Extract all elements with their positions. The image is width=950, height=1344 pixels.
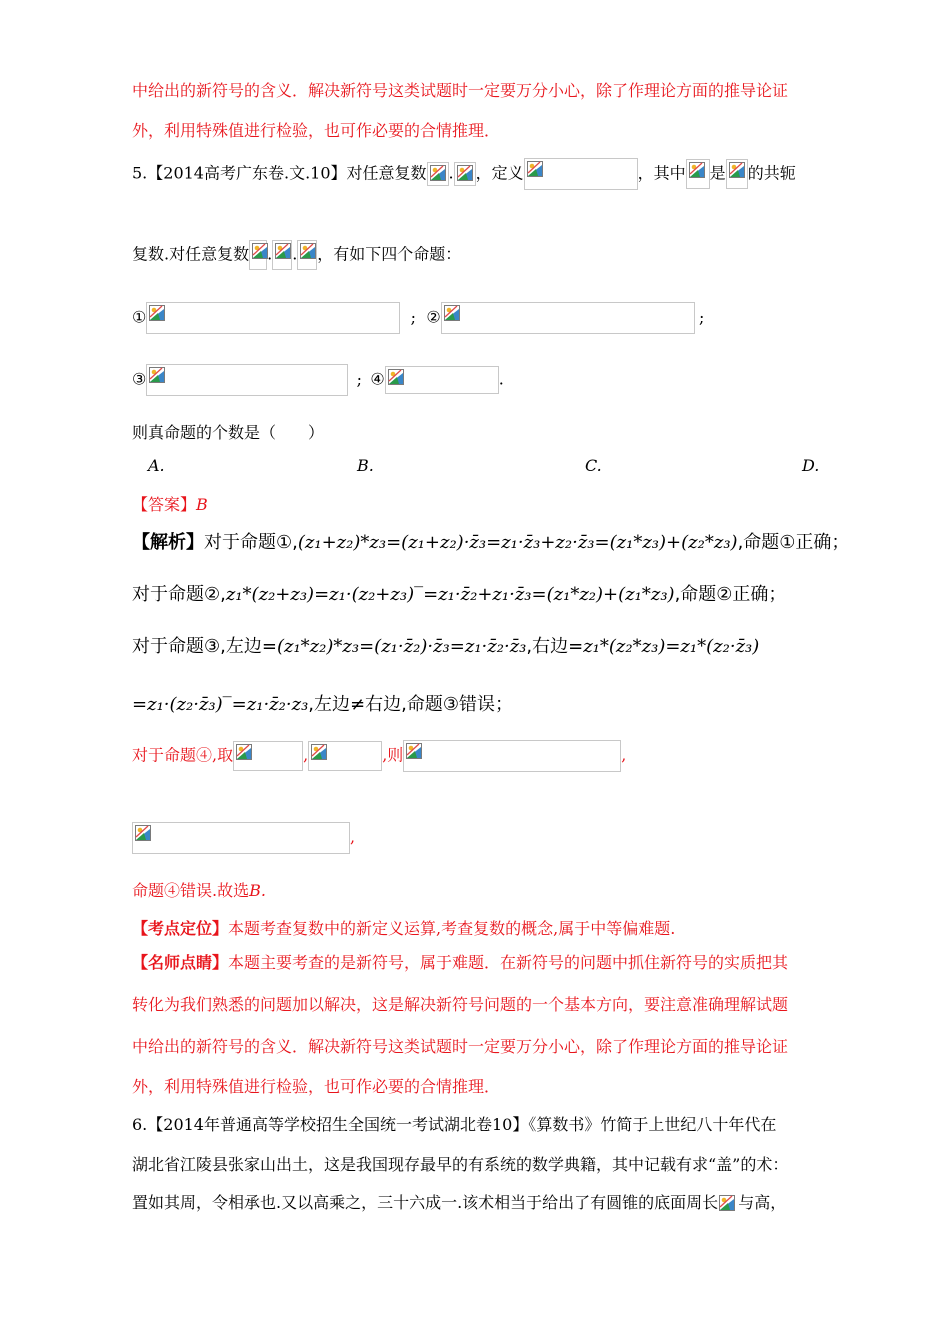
analysis-conclusion xyxy=(132,878,266,901)
analysis-line-2 xyxy=(132,580,786,606)
prop-3-formula-image xyxy=(146,364,348,396)
mingshi-line-1 xyxy=(132,950,788,973)
formula-image xyxy=(403,740,621,772)
q6-text: 与高， xyxy=(738,1193,787,1212)
formula-image xyxy=(686,159,710,189)
formula-image xyxy=(249,240,267,270)
broken-image-icon xyxy=(311,744,327,760)
analysis-text: , xyxy=(350,827,356,847)
broken-image-icon xyxy=(388,369,404,385)
formula-image xyxy=(308,741,382,771)
broken-image-icon xyxy=(457,165,473,181)
analysis-text: , xyxy=(303,745,309,765)
broken-image-icon xyxy=(135,825,151,841)
formula-image xyxy=(233,741,303,771)
option-d: D. xyxy=(802,456,820,475)
analysis-text: 对于命题③,左边= xyxy=(132,636,277,657)
prop-4-formula-image xyxy=(385,366,499,394)
q6-source: 【2014年普通高等学校招生全国统一考试湖北卷10】 xyxy=(147,1115,529,1134)
math-expression: z₁*(z₂+z₃)=z₁·(z₂+z₃)‾=z₁·z̄₂+z₁·z̄₃=(z₁*z₂)+(z₁*z₃) xyxy=(225,584,675,605)
broken-image-icon xyxy=(444,305,460,321)
analysis-text: ,左边≠右边,命题③错误； xyxy=(308,694,513,715)
mingshi-label: 【名师点睛】 xyxy=(132,953,229,972)
analysis-text: 对于命题④,取 xyxy=(132,745,234,765)
kaodian-text: 本题考查复数中的新定义运算,考查复数的概念,属于中等偏难题. xyxy=(228,919,676,938)
q6-line-3 xyxy=(132,1190,786,1215)
analysis-line-3 xyxy=(132,632,759,658)
formula-image xyxy=(718,1193,738,1215)
propositions-row-1: ① ; ② ; xyxy=(132,302,709,334)
analysis-label: 【解析】 xyxy=(132,532,204,553)
analysis-line-6 xyxy=(132,822,355,854)
propositions-row-2: ③ ; ④ . xyxy=(132,364,504,396)
mingshi-line-3: 中给出的新符号的含义．解决新符号这类试题时一定要万分小心，除了作理论方面的推导论证 xyxy=(132,1037,789,1056)
analysis-text: 命题④错误.故选 xyxy=(132,881,250,900)
note-top-line-1: 中给出的新符号的含义．解决新符号这类试题时一定要万分小心，除了作理论方面的推导论证 xyxy=(132,81,789,100)
q5-text: 复数.对任意复数 xyxy=(132,244,250,264)
broken-image-icon xyxy=(300,243,316,259)
formula-image xyxy=(297,240,317,270)
formula-image xyxy=(272,240,292,270)
answer-line xyxy=(132,492,208,515)
analysis-line-1 xyxy=(132,528,849,554)
math-expression: z₁*(z₂*z₃)=z₁*(z₂·z̄₃) xyxy=(583,636,760,657)
q6-line-2: 湖北省江陵县张家山出土，这是我国现存最早的有系统的数学典籍，其中记载有求“盖”的术： xyxy=(132,1155,789,1174)
broken-image-icon xyxy=(149,305,165,321)
q5-text: ，其中 xyxy=(637,163,686,183)
q5-line-1: 5.【2014高考广东卷.文.10】对任意复数 . ，定义 ，其中 是 的共轭 xyxy=(132,158,796,190)
note-top-line-2: 外，利用特殊值进行检验，也可作必要的合情推理． xyxy=(132,121,501,140)
analysis-text: , xyxy=(621,745,627,765)
formula-image xyxy=(132,822,350,854)
mingshi-line-4: 外，利用特殊值进行检验，也可作必要的合情推理． xyxy=(132,1077,501,1096)
formula-image xyxy=(454,162,476,186)
broken-image-icon xyxy=(430,165,446,181)
q6-text: 置如其周，令相承也.又以高乘之，三十六成一.该术相当于给出了有圆锥的底面周长 xyxy=(132,1193,719,1212)
broken-image-icon xyxy=(406,743,422,759)
prop-1-formula-image xyxy=(146,302,400,334)
q6-number: 6. xyxy=(132,1115,148,1134)
mingshi-text: 本题主要考查的是新符号，属于难题．在新符号的问题中抓住新符号的实质把其 xyxy=(228,953,789,972)
analysis-line-5 xyxy=(132,740,626,772)
formula-image xyxy=(427,162,449,186)
answer-value: B xyxy=(196,495,208,514)
broken-image-icon xyxy=(527,161,543,177)
q5-number: 5. xyxy=(132,163,148,183)
formula-image xyxy=(524,158,638,190)
broken-image-icon xyxy=(149,367,165,383)
analysis-text: ,则 xyxy=(382,745,404,765)
formula-image xyxy=(726,159,748,189)
option-c: C. xyxy=(585,456,602,475)
prop-4-marker: ④ xyxy=(370,369,385,389)
q5-text: ，定义 xyxy=(475,163,524,183)
q5-source: 【2014高考广东卷.文.10】 xyxy=(147,163,347,183)
q5-question: 则真命题的个数是（ ） xyxy=(132,423,325,442)
analysis-line-4 xyxy=(132,690,513,716)
answer-label: 【答案】 xyxy=(132,495,197,514)
option-a: A. xyxy=(148,456,165,475)
conclusion-value: B. xyxy=(249,881,266,900)
math-expression: (z₁*z₂)*z₃=(z₁·z̄₂)·z̄₃=z₁·z̄₂·z̄₃ xyxy=(276,636,527,657)
broken-image-icon xyxy=(236,744,252,760)
kaodian-line xyxy=(132,916,675,939)
math-expression: =z₁·(z₂·z̄₃)‾=z₁·z̄₂·z₃ xyxy=(132,694,309,715)
analysis-text: ,右边= xyxy=(526,636,584,657)
analysis-text: ,命题①正确； xyxy=(737,532,850,553)
q5-line-2: 复数.对任意复数 . . ，有如下四个命题： xyxy=(132,240,461,270)
q5-text: 的共轭 xyxy=(747,163,796,183)
q5-text: 是 xyxy=(709,163,726,183)
prop-2-marker: ② xyxy=(426,307,441,327)
math-expression: (z₁+z₂)*z₃=(z₁+z₂)·z̄₃=z₁·z̄₃+z₂·z̄₃=(z₁*z₃)+(z₂*z₃) xyxy=(297,532,738,553)
prop-1-marker: ① xyxy=(132,307,147,327)
analysis-text: ,命题②正确； xyxy=(674,584,787,605)
broken-image-icon xyxy=(252,243,268,259)
broken-image-icon xyxy=(689,162,705,178)
broken-image-icon xyxy=(275,243,291,259)
prop-3-marker: ③ xyxy=(132,369,147,389)
q6-text: 《算数书》竹简于上世纪八十年代在 xyxy=(528,1115,777,1134)
q5-text: 对任意复数 xyxy=(346,163,427,183)
broken-image-icon xyxy=(719,1195,735,1211)
q6-line-1 xyxy=(132,1112,776,1135)
kaodian-label: 【考点定位】 xyxy=(132,919,229,938)
mingshi-line-2: 转化为我们熟悉的问题加以解决，这是解决新符号问题的一个基本方向，要注意准确理解试题 xyxy=(132,995,789,1014)
q5-text: ，有如下四个命题： xyxy=(317,244,462,264)
analysis-text: 对于命题②, xyxy=(132,584,226,605)
prop-2-formula-image xyxy=(441,302,695,334)
option-b: B. xyxy=(357,456,374,475)
broken-image-icon xyxy=(729,162,745,178)
analysis-text: 对于命题①, xyxy=(204,532,298,553)
